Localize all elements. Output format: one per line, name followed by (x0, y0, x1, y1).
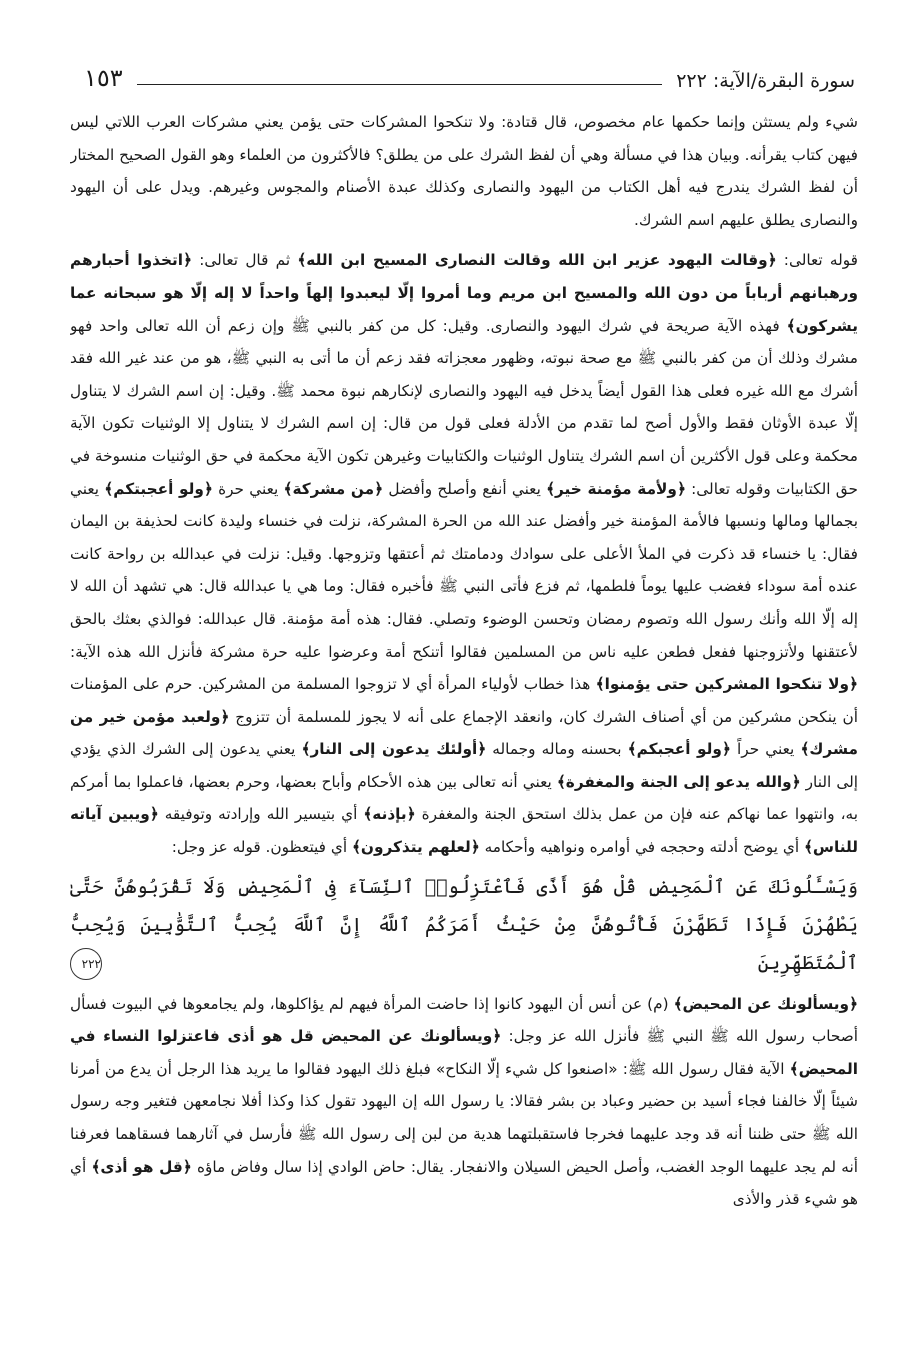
running-header (84, 52, 855, 92)
text-segment: قوله تعالى: (776, 251, 858, 270)
quote-segment: ﴿وقالت اليهود عزير ابن الله وقالت النصارى المسيح ابن الله﴾ (297, 251, 777, 270)
quote-segment: ﴿ويسألونك عن المحيض قل هو أذى فاعتزلوا النساء في المحيض﴾ (70, 1027, 858, 1078)
quote-segment: ﴿ولأمة مؤمنة خير﴾ (546, 479, 686, 498)
text-segment: يعني بجمالها ومالها ونسبها فالأمة المؤمنة خير وأفضل عند الله من الحرة المشركة، نزلت في خنساء وليدة كانت لحذيفة بن اليمان فقال: يا خنساء قد ذكرت في الملأ الأعلى على سوادك ودمامتك ثم أعتقها وتزوجها. وقيل: نزلت في عبدالله بن رواحة كانت عنده أمة سوداء فغضب عليها يوماً فلطمها، ثم فزع فأتى النبي ﷺ فأخبره فقال: وما هي يا عبدالله قال: هي تشهد أن الله لا إله إلّا الله وأنك رسول الله وتصوم رمضان وتحسن الوضوء وتصلي. فقال: هذه أمة مؤمنة. قال عبدالله: فوالذي بعثك بالحق لأعتقنها ولأتزوجنها ففعل فطعن عليه ناس من المسلمين فقالوا أتنكح أمة وعرضوا عليه حرة مشركة فأنزل الله هذه الآية: (70, 479, 858, 661)
quote-segment: ﴿والله يدعو إلى الجنة والمغفرة﴾ (556, 772, 801, 791)
text-segment: يعني حرة (212, 479, 284, 498)
quote-segment: ﴿ويسألونك عن المحيض﴾ (673, 994, 858, 1013)
page-body (70, 106, 858, 1346)
quote-segment: ﴿أولئك يدعون إلى النار﴾ (301, 740, 487, 759)
text-segment: شيء ولم يستثن وإنما حكمها عام مخصوص، قال قتادة: ولا تنكحوا المشركات حتى يؤمن يعني مشركات العرب اللاتي ليس فيهن كتاب يقرأنه. وبيان هذا في مسألة وهي أن لفظ الشرك على من يطلق؟ فالأكثرون من العلماء وهو القول الصحيح المختار أن لفظ الشرك يندرج فيه أهل الكتاب من اليهود والنصارى وكذلك عبدة الأصنام والمجوس وغيرهم. ويدل على أن اليهود والنصارى يطلق عليهم اسم الشرك. (70, 113, 858, 229)
quote-segment: ﴿بإذنه﴾ (363, 805, 416, 824)
text-segment: يعني أنفع وأصلح وأفضل (383, 479, 547, 498)
quran-verse (70, 868, 858, 982)
quote-segment: ﴿ولو أعجبكم﴾ (627, 740, 731, 759)
quote-segment: ﴿اتخذوا أحبارهم ورهبانهم أرباباً من دون الله والمسيح ابن مريم وما أمروا إلّا ليعبدوا إلهاً واحداً لا إله إلّا هو سبحانه عما يشركون﴾ (70, 251, 858, 335)
ayah-number-marker: ٢٢٢ (70, 948, 102, 980)
text-segment: يعني أنه تعالى بين هذه الأحكام وأباح بعضها، وحرم بعضها، فاعملوا بما أمركم به، وانتهوا عما نهاكم عنه فإن من عمل بذلك استحق الجنة والمغفرة (70, 772, 858, 824)
text-segment: فهذه الآية صريحة في شرك اليهود والنصارى. وقيل: كل من كفر بالنبي ﷺ وإن زعم أن الله تعالى واحد فهو مشرك وذلك أن من كفر بالنبي ﷺ مع صحة نبوته، وظهور معجزاته فقد زعم أن ما أتى به النبي ﷺ، هو من عند غير الله فقد أشرك مع الله غيره فعلى هذا القول أيضاً يدخل فيه اليهود والنصارى لإنكارهم نبوة محمد ﷺ. وقيل: إن اسم الشرك لا يتناول إلّا عبدة الأوثان فقط والأول أصح لما تقدم من الأدلة فعلى قول من قال: إن اسم الشرك لا يتناول إلا الوثنيات تكون الآية محكمة وعلى قول الأكثرين أن اسم الشرك يتناول الوثنيات والكتابيات وغيرهن تكون الآية محكمة في حق الوثنيات منسوخة في حق الكتابيات وقوله تعالى: (70, 316, 858, 498)
text-segment: هذا خطاب لأولياء المرأة أي لا تزوجوا المسلمة من المشركين. حرم على المؤمنات أن ينكحن مشركين من أي أصناف الشرك كان، وانعقد الإجماع على أنه لا يجوز للمسلمة أن تتزوج (70, 675, 858, 726)
quote-segment: ﴿ويبين آياته للناس﴾ (70, 805, 858, 857)
paragraph-closing (70, 988, 858, 1216)
text-segment: الآية فقال رسول الله ﷺ: «اصنعوا كل شيء إلّا النكاح» فبلغ ذلك اليهود فقالوا ما يريد هذا الرجل أن يدع من أمرنا شيئاً إلّا خالفنا فجاء أسيد بن حضير وعباد بن بشر فقالا: يا رسول الله إن اليهود تقول كذا وكذا أفلا نجامعهن فتغير وجه رسول الله ﷺ حتى ظننا أنه قد وجد عليهما فخرجا فاستقبلتهما هدية من لبن إلى رسول الله ﷺ فأرسل في آثارهما فسقاهما فعرفنا أنه لم يجد عليهما الوجد الغضب، وأصل الحيض السيلان والانفجار. يقال: حاض الوادي إذا سال وفاض ماؤه (70, 1059, 858, 1176)
quote-segment: ﴿من مشركة﴾ (283, 479, 384, 498)
text-segment: ثم قال تعالى: (191, 251, 298, 270)
text-segment: أي بتيسير الله وإرادته وتوفيقه (158, 805, 364, 824)
page-number: ١٥٣ (84, 64, 123, 92)
quote-segment: ﴿ولعبد مؤمن خير من مشرك﴾ (70, 707, 858, 759)
surah-title: سورة البقرة/الآية: ٢٢٢ (676, 70, 855, 92)
text-segment: (م) عن أنس أن اليهود كانوا إذا حاضت المرأة فيهم لم يؤاكلوها، ولم يجامعوها في البيوت فسأل أصحاب رسول الله ﷺ النبي ﷺ فأنزل الله عز وجل: (70, 994, 858, 1046)
quote-segment: ﴿ولا تنكحوا المشركين حتى يؤمنوا﴾ (595, 675, 858, 694)
paragraph-intro (70, 106, 858, 236)
text-segment: أي هو شيء قذر والأذى (70, 1157, 858, 1209)
header-rule (137, 84, 663, 85)
text-segment: يعني حراً (730, 740, 801, 759)
text-segment: أي فيتعظون. قوله عز وجل: (171, 838, 352, 857)
paragraph-commentary (70, 244, 858, 863)
text-segment: يعني يدعون إلى الشرك الذي يؤدي إلى النار (70, 740, 858, 791)
verse-text: وَيَسْـَٔلُونَكَ عَنِ ٱلْمَحِيضِ قُلْ هُوَ أَذًى فَٱعْتَزِلُوا۟ ٱلنِّسَآءَ فِى ٱلْمَحِيضِ وَلَا تَقْرَبُوهُنَّ حَتَّىٰ يَطْهُرْنَ فَإِذَا تَطَهَّرْنَ فَأْتُوهُنَّ مِنْ حَيْثُ أَمَرَكُمُ ٱللَّهُ إِنَّ ٱللَّهَ يُحِبُّ ٱلتَّوَّٰبِينَ وَيُحِبُّ ٱلْمُتَطَهِّرِينَ (70, 875, 858, 974)
quote-segment: ﴿قل هو أذى﴾ (91, 1157, 192, 1176)
text-segment: بحسنه وماله وجماله (486, 740, 628, 759)
quote-segment: ﴿لعلهم يتذكرون﴾ (351, 838, 480, 857)
quote-segment: ﴿ولو أعجبتكم﴾ (104, 479, 213, 498)
text-segment: أي يوضح أدلته وحججه في أوامره ونواهيه وأحكامه (479, 838, 804, 857)
